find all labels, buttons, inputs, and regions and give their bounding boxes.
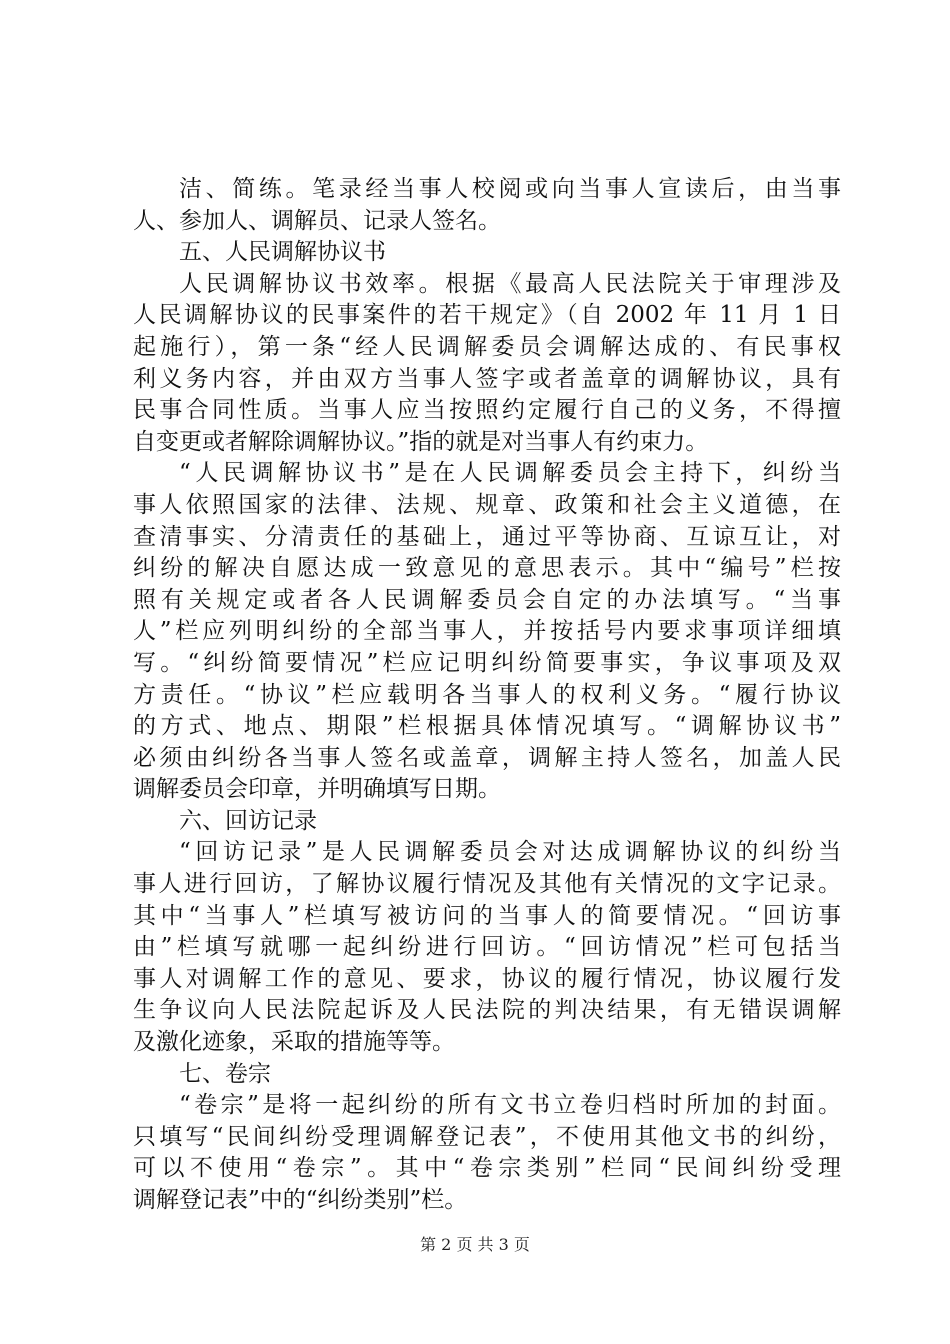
text-line: 人民调解协议的民事案件的若干规定》（自 2002 年 11 月 1 日 xyxy=(133,302,841,329)
text-line: 及激化迹象，采取的措施等等。 xyxy=(133,1029,455,1056)
document-body xyxy=(133,174,841,1217)
section-heading: 七、卷宗 xyxy=(179,1060,271,1087)
text-line: 生争议向人民法院起诉及人民法院的判决结果，有无错误调解 xyxy=(133,997,841,1024)
text-line: 可以不使用“卷宗”。其中“卷宗类别”栏同“民间纠纷受理 xyxy=(133,1155,841,1182)
text-line: 的方式、地点、期限”栏根据具体情况填写。“调解协议书” xyxy=(133,713,841,740)
text-line: 起施行），第一条“经人民调解委员会调解达成的、有民事权 xyxy=(133,333,841,360)
text-line: 洁、简练。笔录经当事人校阅或向当事人宣读后，由当事 xyxy=(179,176,841,202)
text-line: 事人依照国家的法律、法规、规章、政策和社会主义道德，在 xyxy=(133,491,841,518)
page-footer: 第 2 页 共 3 页 xyxy=(420,1235,530,1254)
text-line: 方责任。“协议”栏应载明各当事人的权利义务。“履行协议 xyxy=(133,681,841,708)
text-line: 其中“当事人”栏填写被访问的当事人的简要情况。“回访事 xyxy=(133,902,841,929)
text-line: 只填写“民间纠纷受理调解登记表”，不使用其他文书的纠纷， xyxy=(133,1123,841,1150)
text-line: 事人进行回访，了解协议履行情况及其他有关情况的文字记录。 xyxy=(133,871,841,898)
text-line: 利义务内容，并由双方当事人签字或者盖章的调解协议，具有 xyxy=(133,365,841,392)
section-heading: 五、人民调解协议书 xyxy=(179,239,386,266)
text-line: 事人对调解工作的意见、要求，协议的履行情况，协议履行发 xyxy=(133,965,841,992)
section-heading: 六、回访记录 xyxy=(179,807,317,834)
text-line: 必须由纠纷各当事人签名或盖章，调解主持人签名，加盖人民 xyxy=(133,744,841,771)
text-line: 查清事实、分清责任的基础上，通过平等协商、互谅互让，对 xyxy=(133,523,841,550)
text-line: 纠纷的解决自愿达成一致意见的意思表示。其中“编号”栏按 xyxy=(133,555,841,582)
text-line: 人”栏应列明纠纷的全部当事人，并按括号内要求事项详细填 xyxy=(133,618,841,645)
text-line: 人民调解协议书效率。根据《最高人民法院关于审理涉及 xyxy=(179,270,841,297)
text-line: 人、参加人、调解员、记录人签名。 xyxy=(133,207,501,234)
text-line: “回访记录”是人民调解委员会对达成调解协议的纠纷当 xyxy=(179,839,841,866)
text-line: 自变更或者解除调解协议。”指的就是对当事人有约束力。 xyxy=(133,428,709,455)
text-line: 调解委员会印章，并明确填写日期。 xyxy=(133,776,501,803)
text-line: 由”栏填写就哪一起纠纷进行回访。“回访情况”栏可包括当 xyxy=(133,934,841,961)
text-line: 写。“纠纷简要情况”栏应记明纠纷简要事实，争议事项及双 xyxy=(133,649,841,676)
text-line: 民事合同性质。当事人应当按照约定履行自己的义务，不得擅 xyxy=(133,397,841,424)
text-line: “人民调解协议书”是在人民调解委员会主持下，纠纷当 xyxy=(179,460,841,487)
text-line: “卷宗”是将一起纠纷的所有文书立卷归档时所加的封面。 xyxy=(179,1092,841,1119)
text-line: 调解登记表”中的“纠纷类别”栏。 xyxy=(133,1187,468,1213)
text-line: 照有关规定或者各人民调解委员会自定的办法填写。“当事 xyxy=(133,586,841,613)
